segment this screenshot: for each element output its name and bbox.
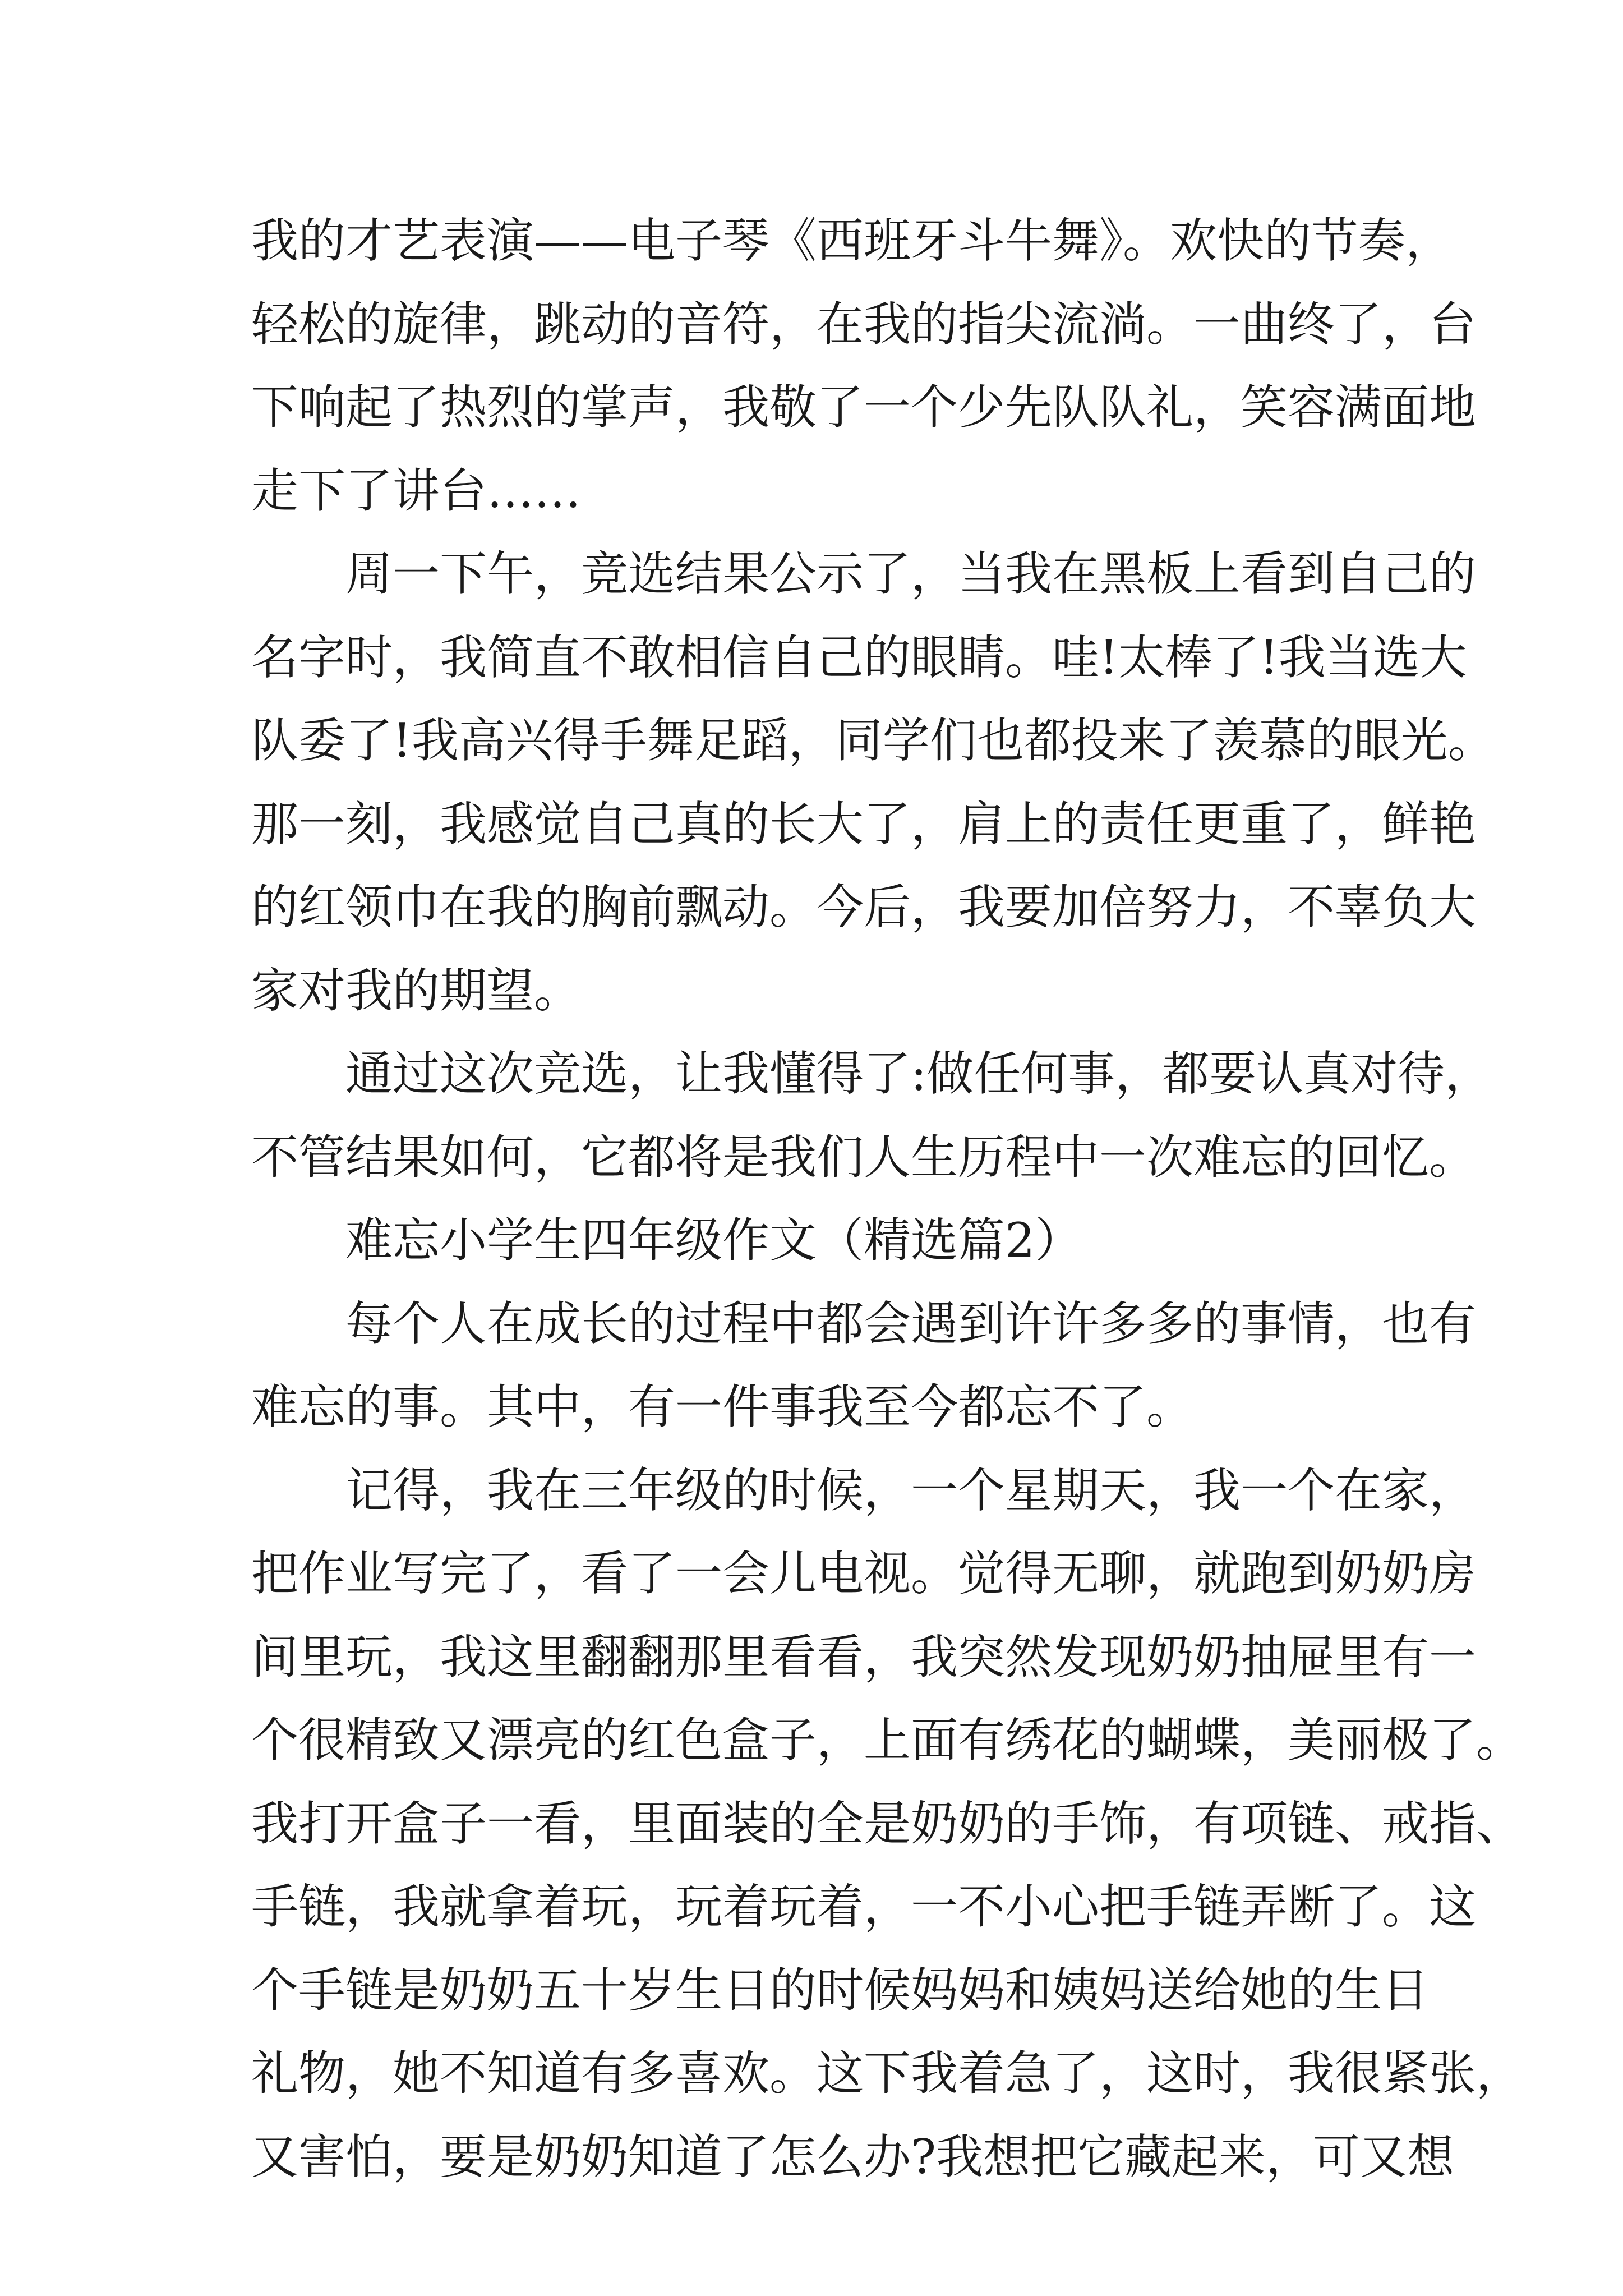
- text-line: 的红领巾在我的胸前飘动。今后，我要加倍努力，不辜负大: [251, 880, 1477, 935]
- text-line: 通过这次竞选，让我懂得了:做任何事，都要认真对待，: [345, 1046, 1492, 1101]
- essay-text-block: [251, 199, 1524, 2198]
- text-line: 那一刻，我感觉自己真的长大了，肩上的责任更重了，鲜艳: [251, 796, 1477, 852]
- text-line: 名字时，我简直不敢相信自己的眼睛。哇!太棒了!我当选大: [251, 629, 1467, 685]
- text-line: 难忘的事。其中，有一件事我至今都忘不了。: [251, 1379, 1194, 1434]
- text-line: 礼物，她不知道有多喜欢。这下我着急了，这时，我很紧张，: [251, 2046, 1524, 2101]
- text-line: 个手链是奶奶五十岁生日的时候妈妈和姨妈送给她的生日: [251, 1962, 1430, 2018]
- text-line: 周一下午，竞选结果公示了，当我在黑板上看到自己的: [345, 546, 1477, 601]
- text-line: 我的才艺表演——电子琴《西班牙斗牛舞》。欢快的节奏，: [251, 213, 1453, 268]
- text-line: 不管结果如何，它都将是我们人生历程中一次难忘的回忆。: [251, 1129, 1477, 1185]
- section-heading: 难忘小学生四年级作文（精选篇2）: [345, 1213, 1082, 1268]
- text-line: 记得，我在三年级的时候，一个星期天，我一个在家，: [345, 1462, 1477, 1518]
- text-line: 我打开盒子一看，里面装的全是奶奶的手饰，有项链、戒指、: [251, 1796, 1524, 1851]
- text-line: 手链，我就拿着玩，玩着玩着，一不小心把手链弄断了。这: [251, 1879, 1477, 1934]
- text-line: 队委了!我高兴得手舞足蹈，同学们也都投来了羡慕的眼光。: [251, 713, 1495, 768]
- text-line: 把作业写完了，看了一会儿电视。觉得无聊，就跑到奶奶房: [251, 1546, 1477, 1601]
- text-line: 个很精致又漂亮的红色盒子，上面有绣花的蝴蝶，美丽极了。: [251, 1713, 1524, 1768]
- text-line: 家对我的期望。: [251, 963, 582, 1018]
- text-line: 轻松的旋律，跳动的音符，在我的指尖流淌。一曲终了，台: [251, 296, 1477, 352]
- text-line: 下响起了热烈的掌声，我敬了一个少先队队礼，笑容满面地: [251, 380, 1477, 435]
- text-line: 间里玩，我这里翻翻那里看看，我突然发现奶奶抽屉里有一: [251, 1629, 1477, 1685]
- text-line: 走下了讲台……: [251, 463, 582, 518]
- text-line: 每个人在成长的过程中都会遇到许许多多的事情，也有: [345, 1296, 1477, 1351]
- text-line: 又害怕，要是奶奶知道了怎么办?我想把它藏起来，可又想: [251, 2129, 1455, 2184]
